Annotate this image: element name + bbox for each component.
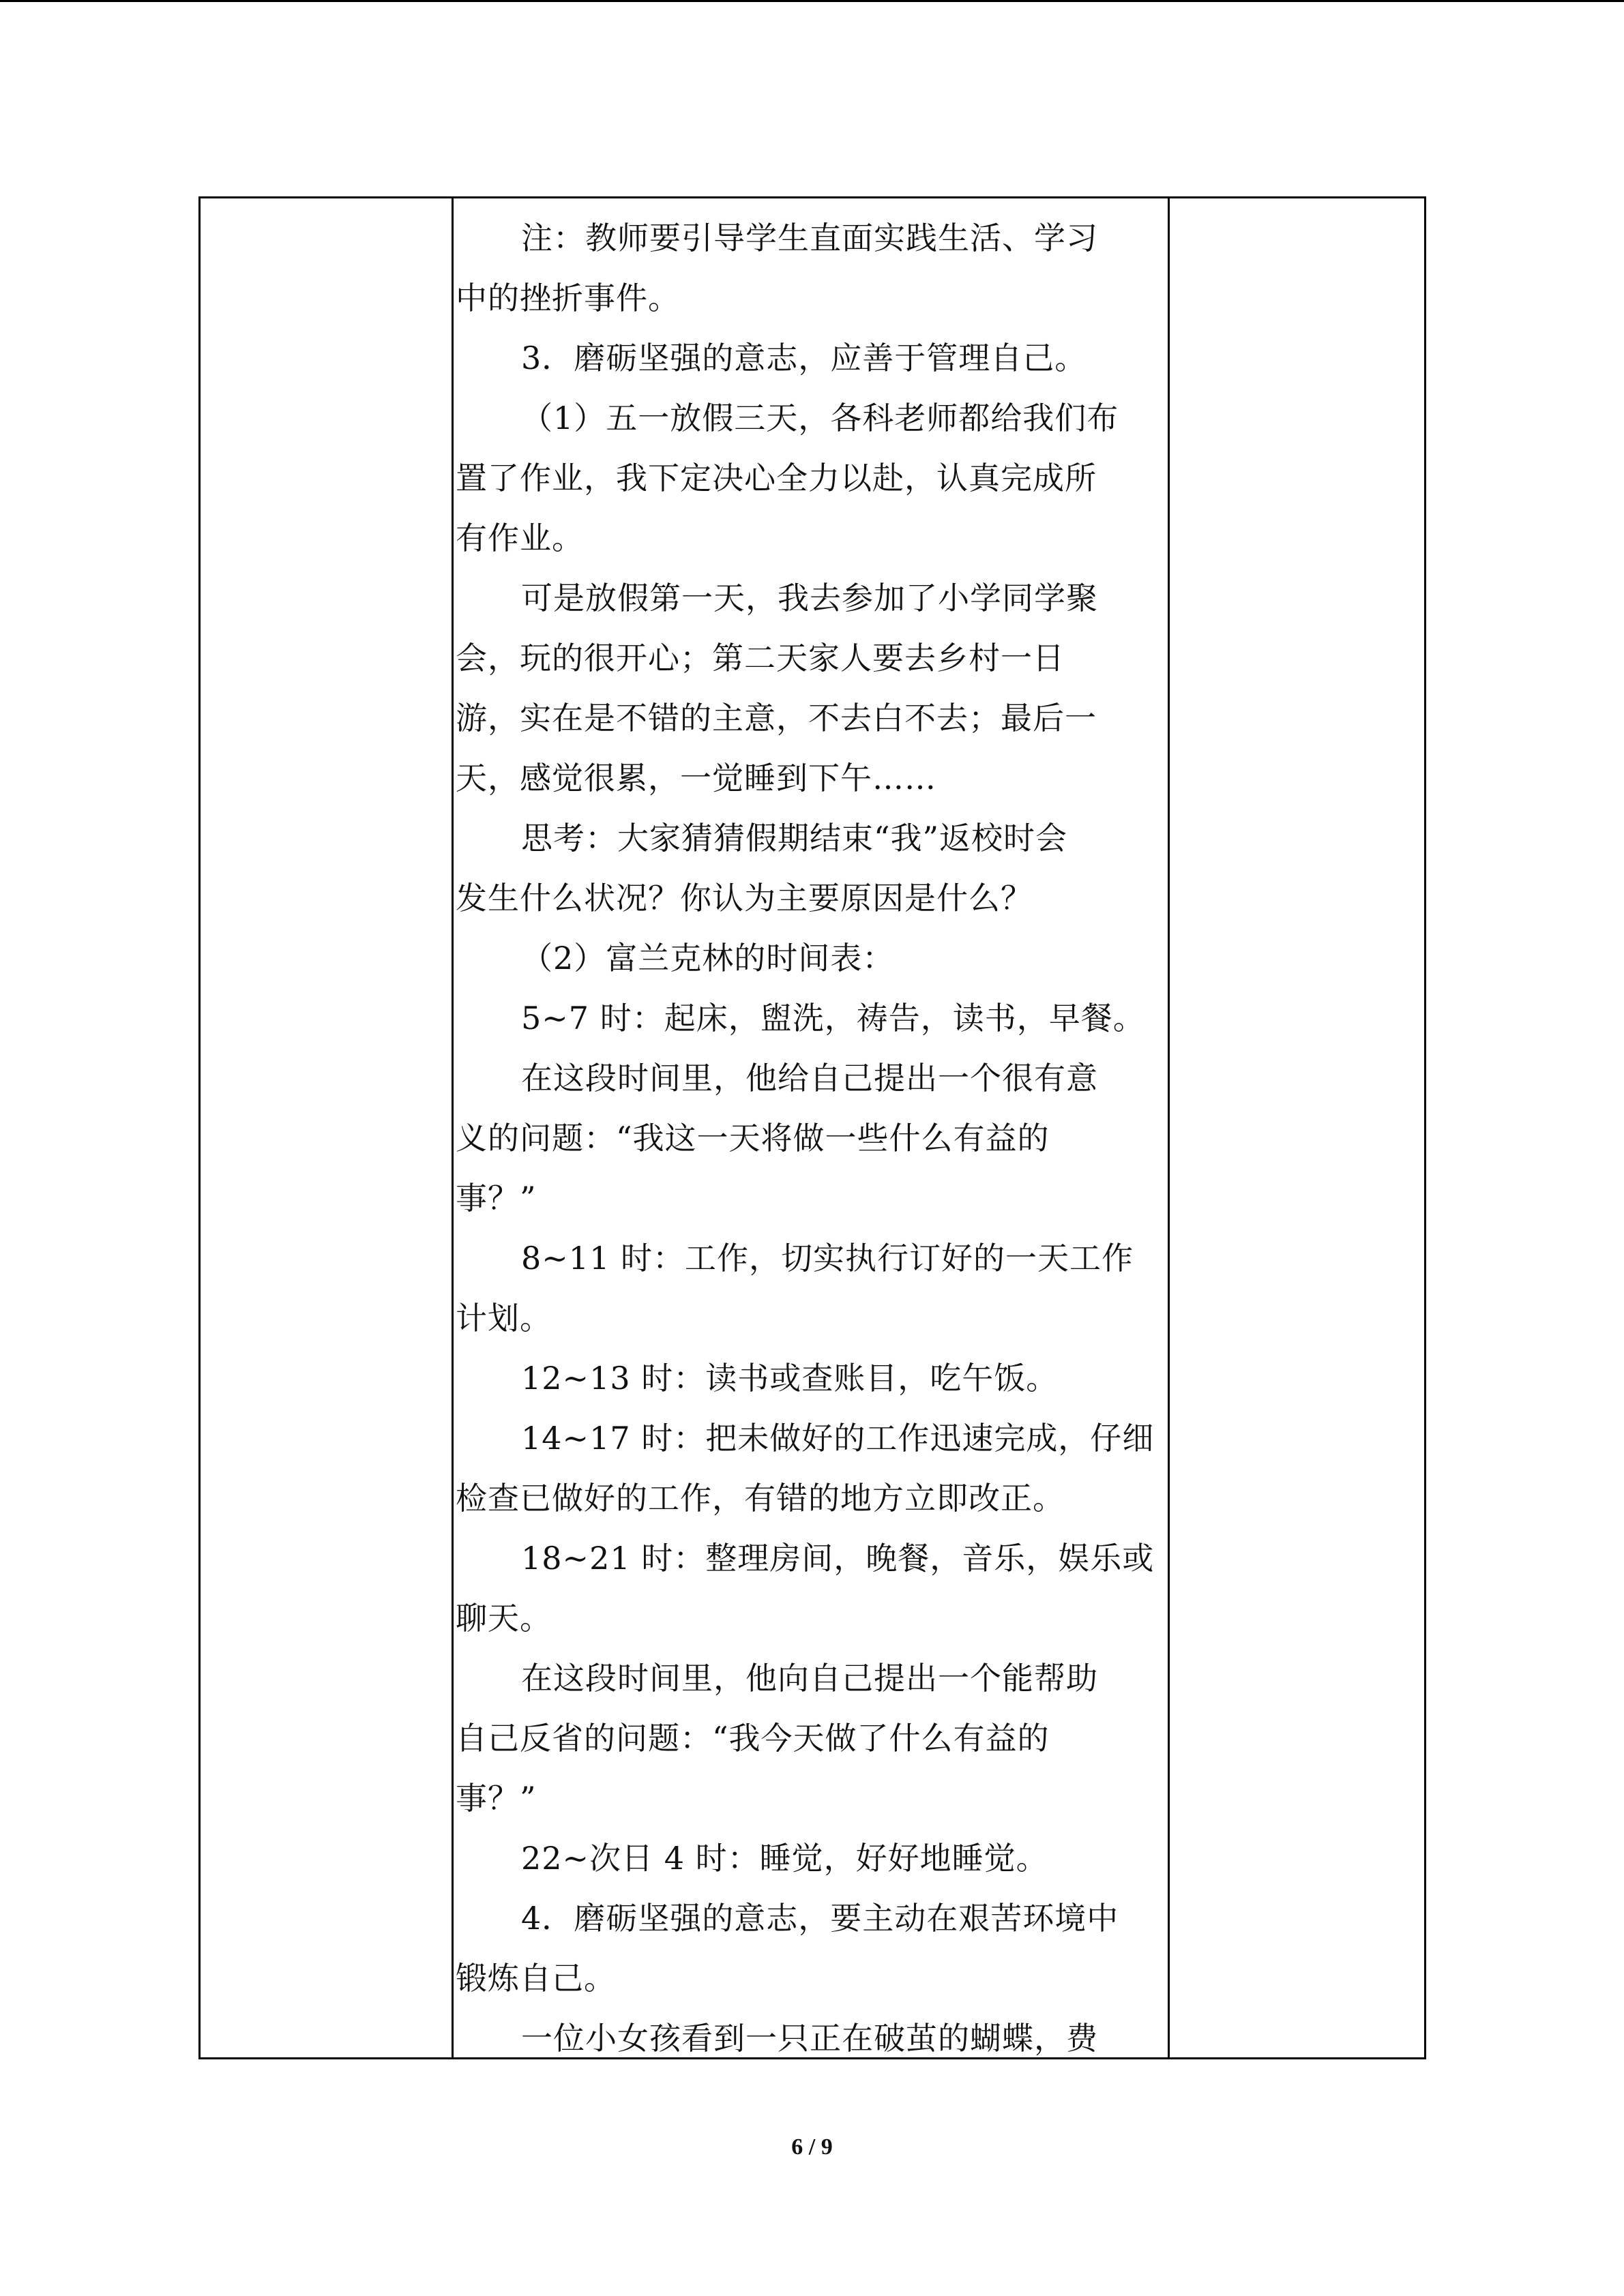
text-line: 有作业。 [456, 520, 584, 556]
schedule-line: 14~17 时：把未做好的工作迅速完成，仔细 [521, 1420, 1155, 1457]
schedule-line: 22~次日 4 时：睡觉，好好地睡觉。 [521, 1840, 1048, 1877]
schedule-line: 8~11 时：工作，切实执行订好的一天工作 [521, 1240, 1134, 1277]
text-line: 游，实在是不错的主意，不去白不去；最后一 [456, 700, 1097, 736]
text-line: 事？” [456, 1780, 537, 1817]
text-line: 在这段时间里，他向自己提出一个能帮助 [521, 1660, 1098, 1697]
section-heading: 3．磨砺坚强的意志，应善于管理自己。 [521, 340, 1087, 376]
text-line: （1）五一放假三天，各科老师都给我们布 [521, 400, 1119, 436]
text-line: 注：教师要引导学生直面实践生活、学习 [521, 220, 1098, 256]
section-heading: 4．磨砺坚强的意志，要主动在艰苦环境中 [521, 1900, 1119, 1937]
column-divider-left [452, 198, 454, 2057]
text-line: 置了作业，我下定决心全力以赴，认真完成所 [456, 460, 1097, 496]
schedule-line: 12~13 时：读书或查账目，吃午饭。 [521, 1360, 1059, 1397]
text-line: 在这段时间里，他给自己提出一个很有意 [521, 1060, 1098, 1097]
text-line: 聊天。 [456, 1600, 552, 1637]
text-line: 事？” [456, 1180, 537, 1217]
page-top-border [0, 0, 1624, 2]
text-line: 检查已做好的工作，有错的地方立即改正。 [456, 1480, 1065, 1517]
text-line: 思考：大家猜猜假期结束“我”返校时会 [521, 820, 1068, 856]
schedule-line: 18~21 时：整理房间，晚餐，音乐，娱乐或 [521, 1540, 1155, 1577]
lesson-plan-table [198, 196, 1426, 2059]
text-line: 义的问题：“我这一天将做一些什么有益的 [456, 1120, 1050, 1157]
table-content-cell [456, 198, 1166, 2057]
text-line: 自己反省的问题：“我今天做了什么有益的 [456, 1720, 1050, 1757]
text-line: 发生什么状况？你认为主要原因是什么？ [456, 880, 1033, 916]
text-line: 天，感觉很累，一觉睡到下午…… [456, 760, 936, 796]
page-number: 6 / 9 [791, 2134, 833, 2160]
text-line: 锻炼自己。 [456, 1960, 616, 1997]
text-line: 可是放假第一天，我去参加了小学同学聚 [521, 580, 1098, 616]
text-line: 一位小女孩看到一只正在破茧的蝴蝶，费 [521, 2020, 1098, 2057]
column-divider-right [1168, 198, 1170, 2057]
text-line: 计划。 [456, 1300, 552, 1337]
schedule-line: 5~7 时：起床，盥洗，祷告，读书，早餐。 [521, 1000, 1145, 1037]
text-line: 会，玩的很开心；第二天家人要去乡村一日 [456, 640, 1065, 676]
text-line: （2）富兰克林的时间表： [521, 940, 895, 976]
text-line: 中的挫折事件。 [456, 280, 680, 316]
